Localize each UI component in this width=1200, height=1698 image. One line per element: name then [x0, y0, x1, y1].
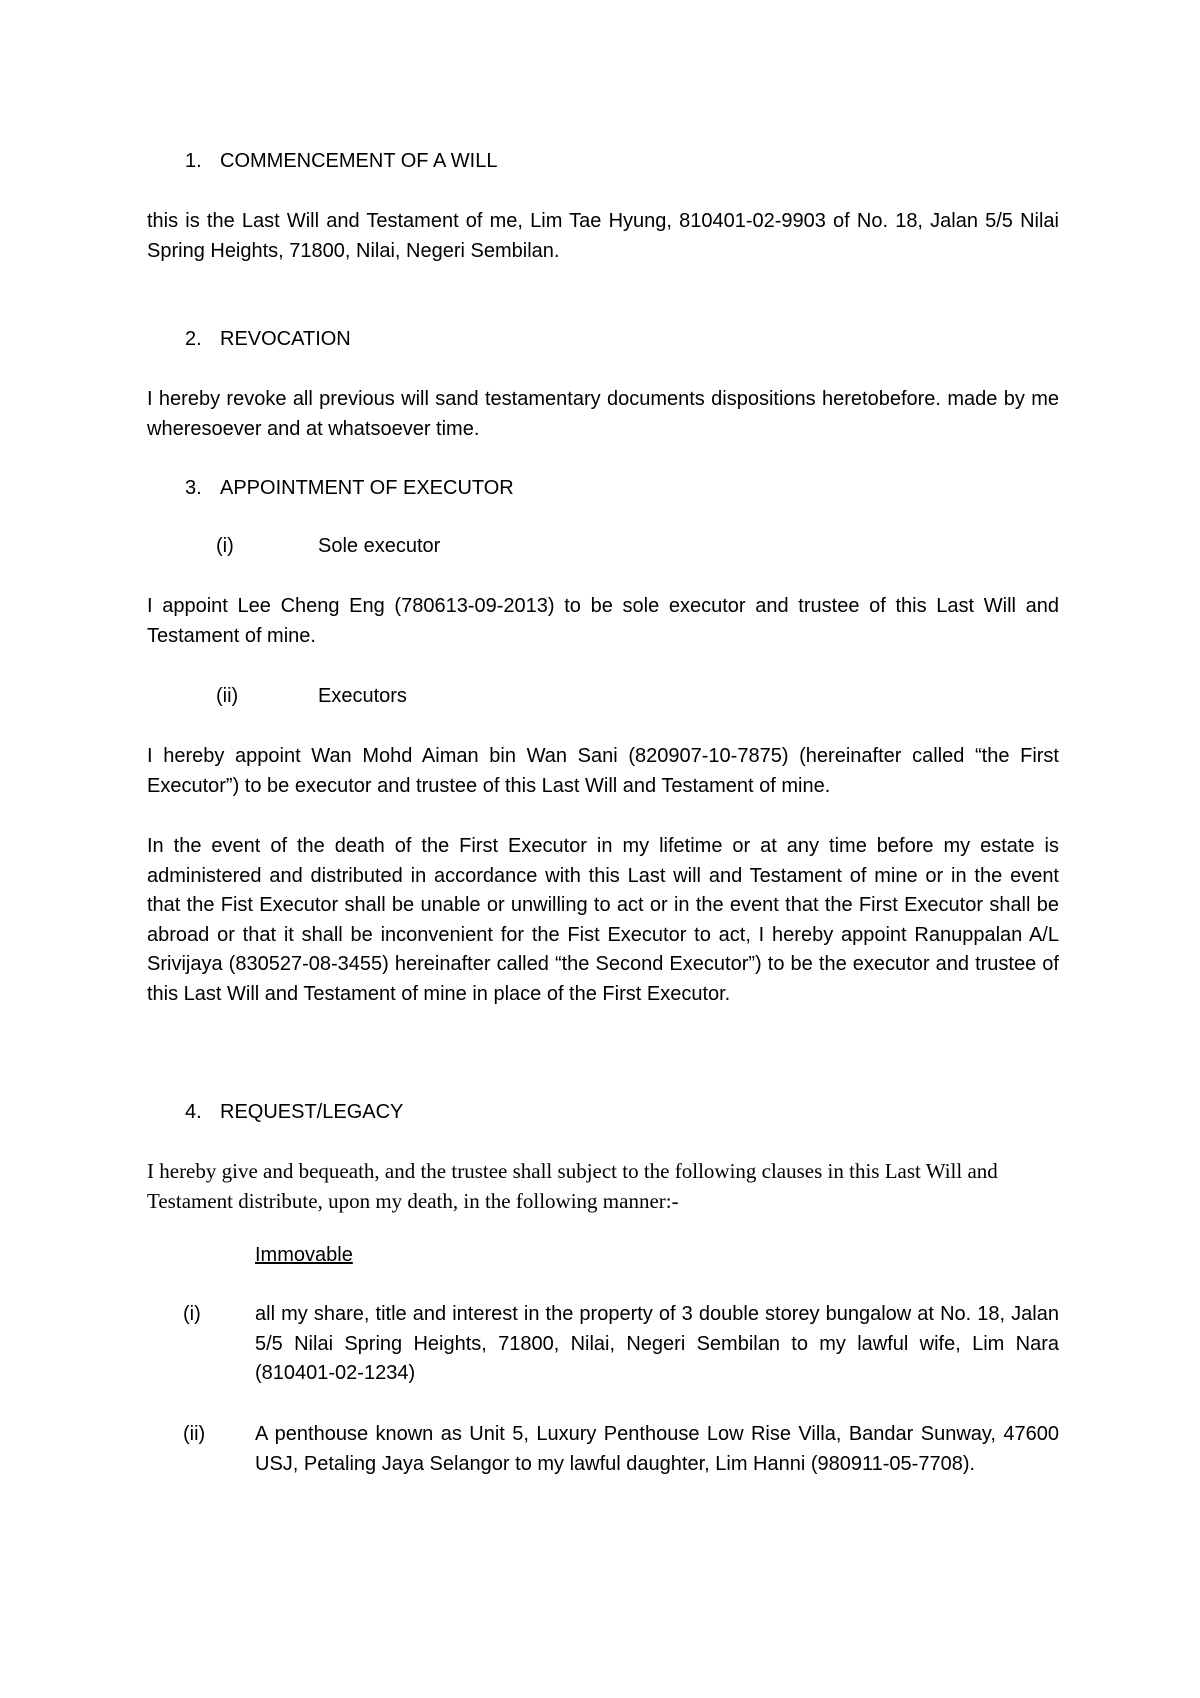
executors-number: (ii)	[216, 685, 239, 707]
section-2-number: 2.	[185, 328, 202, 350]
sole-executor-number: (i)	[216, 535, 234, 557]
section-2-heading	[185, 328, 351, 351]
section-3-number: 3.	[185, 477, 202, 499]
legacy-item-2-number: (ii)	[183, 1423, 206, 1445]
legacy-item-1-text: all my share, title and interest in the property of 3 double storey bungalow at No. 18, Jalan 5/5 Nilai Spring Heights, 71800, Nilai, Negeri Sembilan to my lawful wife, Lim Nara (810401-02-1234)	[255, 1303, 1059, 1384]
section-4-heading	[185, 1101, 403, 1124]
section-1-number: 1.	[185, 150, 202, 172]
second-executor-paragraph: In the event of the death of the First Executor in my lifetime or at any time before my estate is administered and distributed in accordance with this Last will and Testament of mine or in the event that the Fist Executor shall be unable or unwilling to act or in the event that the First Executor shall be abroad or that it shall be inconvenient for the Fist Executor to act, I hereby appoint Ranuppalan A/L Srivijaya (830527-08-3455) hereinafter called “the Second Executor”) to be the executor and trustee of this Last Will and Testament of mine in place of the First Executor.	[147, 835, 1059, 1005]
section-4-paragraph: I hereby give and bequeath, and the trustee shall subject to the following clauses in this Last Will and Testament distribute, upon my death, in the following manner:-	[147, 1159, 998, 1213]
section-1-paragraph: this is the Last Will and Testament of me, Lim Tae Hyung, 810401-02-9903 of No. 18, Jalan 5/5 Nilai Spring Heights, 71800, Nilai, Negeri Sembilan.	[147, 210, 1059, 262]
section-3-heading	[185, 477, 514, 500]
legacy-item-1-number: (i)	[183, 1303, 201, 1325]
sole-executor-label: Sole executor	[318, 535, 441, 557]
first-executor-paragraph: I hereby appoint Wan Mohd Aiman bin Wan Sani (820907-10-7875) (hereinafter called “the First Executor”) to be executor and trustee of this Last Will and Testament of mine.	[147, 745, 1059, 797]
section-4-title: REQUEST/LEGACY	[220, 1101, 404, 1123]
section-2-paragraph: I hereby revoke all previous will sand testamentary documents dispositions heretobefore. made by me wheresoever and at whatsoever time.	[147, 388, 1059, 440]
section-1-heading	[185, 150, 497, 173]
sole-executor-subheading	[216, 535, 440, 558]
executors-label: Executors	[318, 685, 407, 707]
legacy-item-2-text: A penthouse known as Unit 5, Luxury Penthouse Low Rise Villa, Bandar Sunway, 47600 USJ, Petaling Jaya Selangor to my lawful daughter, Lim Hanni (980911-05-7708).	[255, 1423, 1059, 1475]
section-4-number: 4.	[185, 1101, 202, 1123]
section-1-title: COMMENCEMENT OF A WILL	[220, 150, 498, 172]
section-3-title: APPOINTMENT OF EXECUTOR	[220, 477, 514, 499]
executors-subheading	[216, 685, 407, 708]
sole-executor-paragraph: I appoint Lee Cheng Eng (780613-09-2013) to be sole executor and trustee of this Last Will and Testament of mine.	[147, 595, 1059, 647]
section-2-title: REVOCATION	[220, 328, 351, 350]
immovable-label: Immovable	[255, 1244, 353, 1266]
